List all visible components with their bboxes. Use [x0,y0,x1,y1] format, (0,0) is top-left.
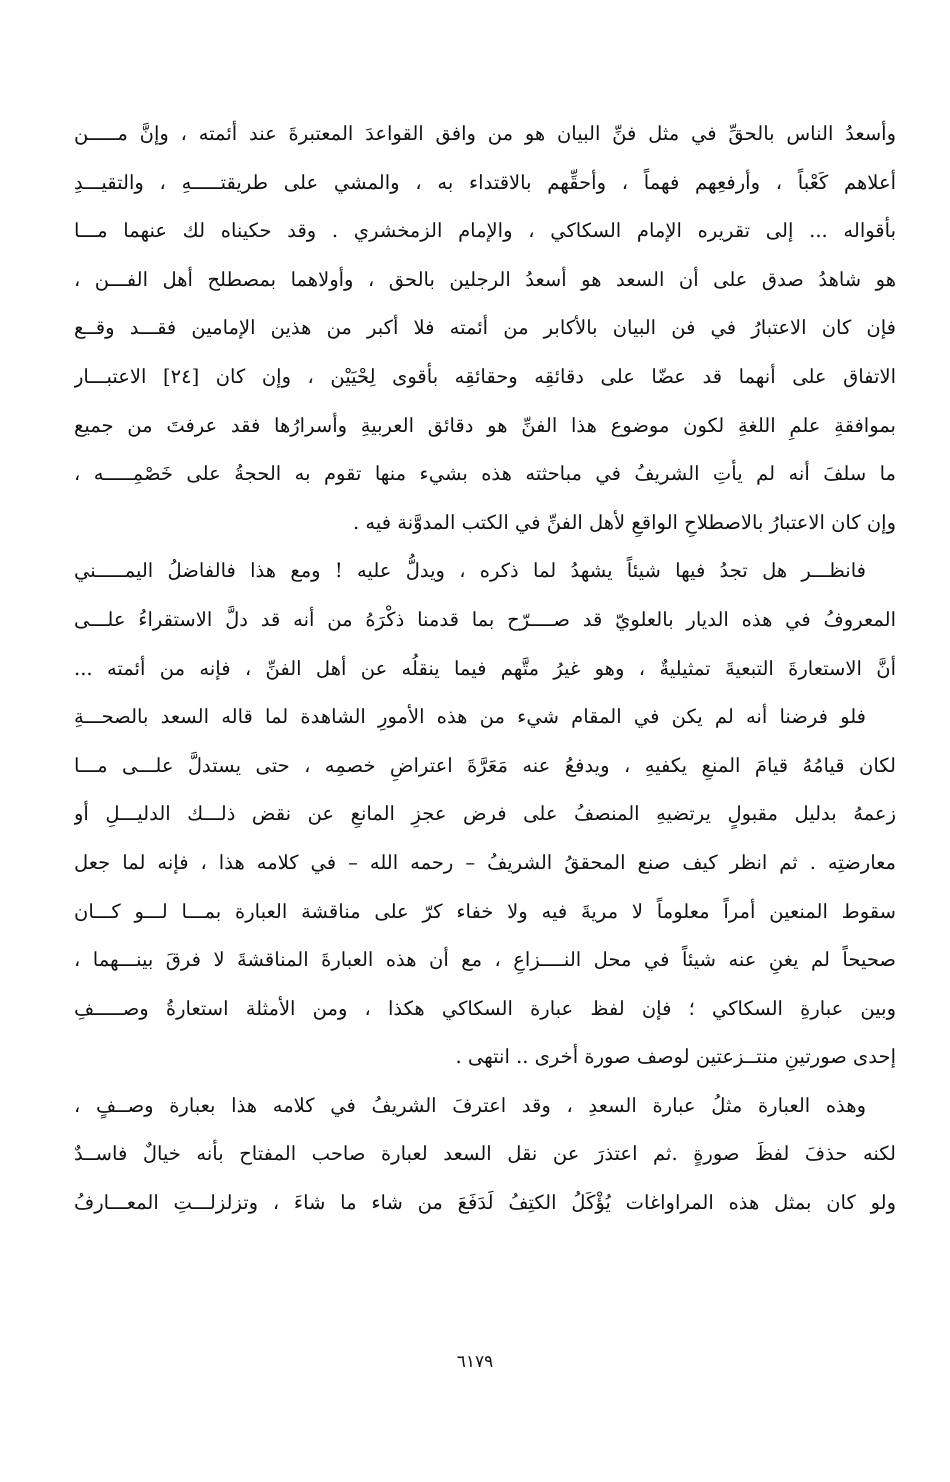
text-line: معارضتِه . ثم انظر كيف صنع المحققُ الشريفُ – رحمه الله – في كلامه هذا ، فإنه لما جعل [74,850,896,874]
text-line: فإن كان الاعتبارُ في فن البيان بالأكابر من أئمته فلا أكبر من هذين الإمامين فقـــد وقــع [74,316,896,340]
page-number: ٦١٧٩ [456,1352,494,1372]
text-line: وأسعدُ الناس بالحقِّ في مثل فنِّ البيان هو من وافق القواعدَ المعتبرةَ عند أئمته ، وإنَّ مـــــن [74,122,896,145]
text-line: لكان قيامُهُ قيامَ المنعِ يكفيهِ ، ويدفعُ عنه مَعَرَّةَ اعتراضِ خصمِه ، حتى يستدلَّ علـــى مـــا [74,753,896,777]
text-line: المعروفُ في هذه الديار بالعلويّ قد صــــرّح بما قدمنا ذكْرَهُ من أنه قد دلَّ الاستقراءُ علـــى [74,607,896,631]
text-line: إحدى صورتينِ منتــزعتين لوصف صورة أخرى .. انتهى . [455,1045,896,1069]
text-line: زعمهُ بدليل مقبولٍ يرتضيهِ المنصفُ على فرض عجزِ المانعِ عن نقض ذلـــك الدليـــلِ أو [74,802,896,826]
text-line: بأقواله ... إلى تقريره الإمام السكاكي ، والإمام الزمخشري . وقد حكيناه لك عنهما مـــا [74,219,896,243]
text-line: وإن كان الاعتبارُ بالاصطلاحِ الواقعِ لأهل الفنِّ في الكتب المدوَّنة فيه . [352,510,896,534]
body-text [74,110,896,1228]
text-line: فانظـــر هل تجدُ فيها شيئاً يشهدُ لما ذكره ، ويدلُّ عليه ! ومع هذا فالفاضلُ اليمـــــني [74,559,866,583]
text-line: ولو كان بمثل هذه المراواغات يُؤْكَلُ الكتِفُ لَدَفَعَ من شاء ما شاءَ ، وتزلزلـــتِ المعـــارفُ [74,1191,896,1215]
text-line: وبين عبارةِ السكاكي ؛ فإن لفظ عبارة السكاكي هكذا ، ومن الأمثلة استعارةُ وصـــــفِ [74,996,896,1020]
text-line: أعلاهم كَعْباً ، وأرفعِهم فهماً ، وأحقِّهم بالاقتداء به ، والمشي على طريقتـــــهِ ، والتقيـــدِ [74,170,896,194]
text-line: ما سلفَ أنه لم يأتِ الشريفُ في مباحثته هذه بشيء منها تقوم به الحجةُ على خَصْمِـــــه ، [74,462,896,486]
text-line: فلو فرضنا أنه لم يكن في المقام شيء من هذه الأمورِ الشاهدة لما قاله السعد بالصحـــةِ [74,705,866,729]
text-line: الاتفاق على أنهما قد عضّا على دقائقِه وحقائقِه بأقوى لِحْيَيْن ، وإن كان [٢٤] الاعتبـــار [74,364,896,388]
text-line: وهذه العبارة مثلُ عبارة السعدِ ، وقد اعترفَ الشريفُ في كلامه هذا بعبارة وصــفٍ ، [74,1093,866,1117]
text-line: بموافقةِ علمِ اللغةِ لكون موضوع هذا الفنِّ هو دقائق العربيةِ وأسرارُها فقد عرفتَ من جميع [74,413,896,437]
text-line: أنَّ الاستعارةَ التبعيةَ تمثيليةٌ ، وهو غيرُ متَّهم فيما ينقلُه عن أهل الفنِّ ، فإنه من أئمته ... [74,656,896,680]
text-line: سقوط المنعين أمراً معلوماً لا مريةَ فيه ولا خفاء كرّ على مناقشة العبارة بمـــا لـــو كـــان [74,899,896,923]
text-line: هو شاهدُ صدق على أن السعد هو أسعدُ الرجلين بالحق ، وأولاهما بمصطلح أهل الفـــن ، [74,267,896,291]
text-line: لكنه حذفَ لفظَ صورةٍ .ثم اعتذرَ عن نقل السعد لعبارة صاحب المفتاح بأنه خيالٌ فاســدٌ [74,1142,896,1166]
text-line: صحيحاً لم يغنِ عنه شيئاً في محل النــــزاعِ ، مع أن هذه العبارةَ المناقشةَ لا فرقَ بينـــهما ، [74,948,896,972]
